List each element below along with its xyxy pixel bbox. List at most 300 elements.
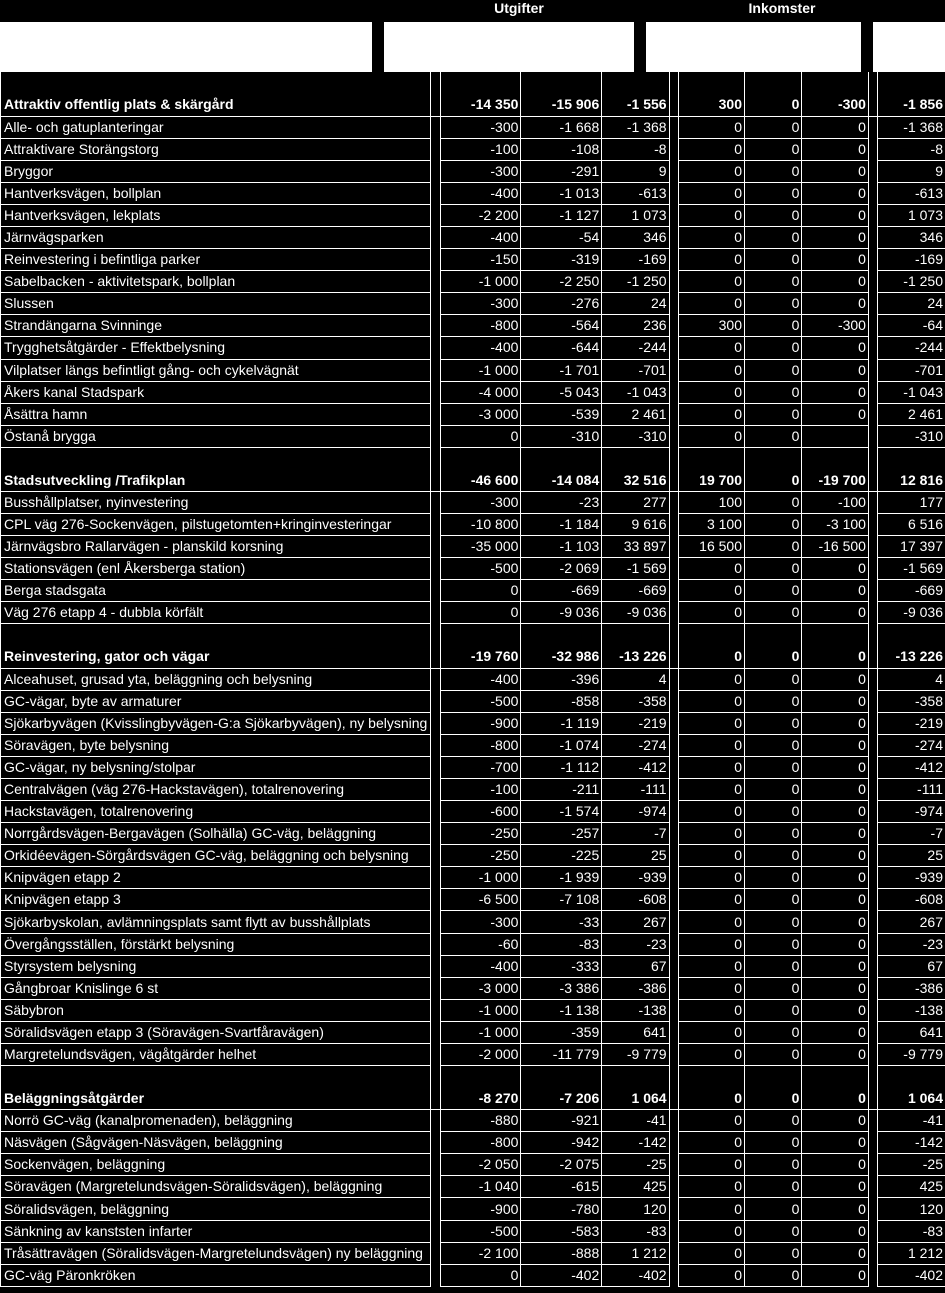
value-cell: 2 461 — [602, 403, 669, 425]
value-cell: -644 — [521, 337, 602, 359]
value-cell: -921 — [521, 1110, 602, 1132]
value-cell: 0 — [744, 734, 801, 756]
table-row — [1, 536, 945, 558]
value-cell: 0 — [802, 1198, 869, 1220]
gap-cell — [669, 889, 678, 911]
gap-cell — [669, 293, 678, 315]
value-cell: -41 — [878, 1110, 945, 1132]
value-cell: 0 — [802, 801, 869, 823]
table-row — [1, 249, 945, 271]
gap-cell — [431, 823, 440, 845]
gap-cell — [431, 845, 440, 867]
spacer-cell — [669, 72, 678, 94]
gap-cell — [431, 668, 440, 690]
row-name: Knipvägen etapp 3 — [1, 889, 431, 911]
value-cell: 0 — [802, 1132, 869, 1154]
value-cell: -800 — [440, 1132, 521, 1154]
value-cell: -6 500 — [440, 889, 521, 911]
gap-cell — [669, 315, 678, 337]
table-row — [1, 602, 945, 624]
spacer-cell — [521, 72, 602, 94]
spacer-row — [1, 624, 945, 646]
value-cell: 0 — [802, 602, 869, 624]
gap-cell — [431, 1021, 440, 1043]
value-cell: -2 200 — [440, 204, 521, 226]
value-cell: -8 — [878, 138, 945, 160]
value-cell: 0 — [802, 845, 869, 867]
value-cell: 0 — [802, 1176, 869, 1198]
gap-cell — [669, 999, 678, 1021]
value-cell: -1 013 — [521, 182, 602, 204]
value-cell: 236 — [602, 315, 669, 337]
value-cell: 0 — [802, 999, 869, 1021]
value-cell: 0 — [678, 999, 744, 1021]
spacer-cell — [431, 624, 440, 646]
gap-cell — [868, 690, 877, 712]
value-cell: -1 043 — [878, 381, 945, 403]
value-cell: -1 127 — [521, 204, 602, 226]
gap-cell — [868, 1043, 877, 1065]
value-cell: 0 — [744, 889, 801, 911]
value-cell: -83 — [602, 1220, 669, 1242]
table-row — [1, 668, 945, 690]
gap-cell — [431, 94, 440, 116]
gap-cell — [669, 1043, 678, 1065]
row-name: Stationsvägen (enl Åkersberga station) — [1, 558, 431, 580]
gap-cell — [868, 249, 877, 271]
spacer-cell — [868, 72, 877, 94]
gap-cell — [431, 734, 440, 756]
spacer-cell — [521, 447, 602, 469]
gap-cell — [669, 801, 678, 823]
gap-cell — [868, 491, 877, 513]
value-cell: -400 — [440, 227, 521, 249]
value-cell: -396 — [521, 668, 602, 690]
value-cell: -880 — [440, 1110, 521, 1132]
value-cell: 1 064 — [878, 1088, 945, 1110]
value-cell: -1 040 — [440, 1176, 521, 1198]
value-cell: -1 574 — [521, 801, 602, 823]
table-row — [1, 1220, 945, 1242]
value-cell: -1 569 — [602, 558, 669, 580]
value-cell: -942 — [521, 1132, 602, 1154]
value-cell: 0 — [678, 933, 744, 955]
value-cell: -14 350 — [440, 94, 521, 116]
gap-cell — [669, 1021, 678, 1043]
value-cell: 0 — [744, 536, 801, 558]
table-row — [1, 381, 945, 403]
gap-cell — [669, 845, 678, 867]
gap-cell — [669, 779, 678, 801]
row-name: Orkidéevägen-Sörgårdsvägen GC-väg, beläggning och belysning — [1, 845, 431, 867]
value-cell: 0 — [744, 337, 801, 359]
spacer-cell — [521, 624, 602, 646]
table-row — [1, 337, 945, 359]
value-cell: 0 — [744, 293, 801, 315]
value-cell: 0 — [744, 1198, 801, 1220]
value-cell: 0 — [744, 756, 801, 778]
value-cell: 25 — [602, 845, 669, 867]
spacer-cell — [678, 1066, 744, 1088]
gap-cell — [868, 469, 877, 491]
value-cell: 0 — [802, 249, 869, 271]
row-name: Hantverksvägen, bollplan — [1, 182, 431, 204]
gap-cell — [431, 425, 440, 447]
value-cell: -400 — [440, 668, 521, 690]
value-cell: -400 — [440, 182, 521, 204]
section-row — [1, 469, 945, 491]
gap-cell — [431, 536, 440, 558]
spacer-cell — [802, 72, 869, 94]
value-cell: 277 — [602, 491, 669, 513]
value-cell: 0 — [678, 668, 744, 690]
gap-cell — [431, 712, 440, 734]
header-blank-label — [0, 22, 372, 72]
value-cell: -1 556 — [602, 94, 669, 116]
value-cell: 0 — [744, 94, 801, 116]
value-cell: -4 000 — [440, 381, 521, 403]
spacer-cell — [431, 72, 440, 94]
gap-cell — [669, 249, 678, 271]
value-cell: 32 516 — [602, 469, 669, 491]
gap-cell — [431, 182, 440, 204]
value-cell: 12 816 — [878, 469, 945, 491]
value-cell: 0 — [744, 1021, 801, 1043]
gap-cell — [431, 1176, 440, 1198]
spacer-cell — [602, 1066, 669, 1088]
gap-cell — [669, 756, 678, 778]
value-cell: -16 500 — [802, 536, 869, 558]
value-cell: -33 — [521, 911, 602, 933]
value-cell: -1 368 — [602, 116, 669, 138]
value-cell: -2 075 — [521, 1154, 602, 1176]
value-cell: 24 — [878, 293, 945, 315]
gap-cell — [669, 668, 678, 690]
gap-cell — [669, 337, 678, 359]
gap-cell — [431, 933, 440, 955]
value-cell: 3 100 — [678, 514, 744, 536]
section-name: Reinvestering, gator och vägar — [1, 646, 431, 668]
value-cell: -539 — [521, 403, 602, 425]
value-cell: 0 — [802, 558, 869, 580]
header-utgifter: Utgifter — [494, 0, 544, 16]
value-cell: -64 — [878, 315, 945, 337]
value-cell: 0 — [802, 779, 869, 801]
value-cell: -3 386 — [521, 977, 602, 999]
value-cell: 0 — [744, 779, 801, 801]
value-cell: 0 — [802, 293, 869, 315]
budget-table — [0, 72, 945, 1287]
value-cell: 0 — [744, 1154, 801, 1176]
gap-cell — [669, 491, 678, 513]
value-cell: -23 — [602, 933, 669, 955]
row-name: Östanå brygga — [1, 425, 431, 447]
value-cell: 0 — [802, 889, 869, 911]
spacer-cell — [878, 72, 945, 94]
value-cell: -358 — [602, 690, 669, 712]
value-cell: 0 — [678, 160, 744, 182]
value-cell: 0 — [802, 823, 869, 845]
value-cell: -100 — [440, 138, 521, 160]
gap-cell — [431, 580, 440, 602]
spacer-cell — [1, 72, 431, 94]
value-cell: -2 100 — [440, 1242, 521, 1264]
value-cell: -1 250 — [878, 271, 945, 293]
gap-cell — [868, 381, 877, 403]
header-blank-netto — [873, 22, 945, 72]
spacer-cell — [669, 624, 678, 646]
table-row — [1, 1021, 945, 1043]
value-cell: -402 — [521, 1264, 602, 1286]
table-row — [1, 889, 945, 911]
value-cell: -358 — [878, 690, 945, 712]
gap-cell — [431, 867, 440, 889]
spacer-cell — [744, 1066, 801, 1088]
value-cell: -858 — [521, 690, 602, 712]
row-name: Centralvägen (väg 276-Hackstavägen), totalrenovering — [1, 779, 431, 801]
value-cell: 4 — [602, 668, 669, 690]
value-cell: -1 000 — [440, 867, 521, 889]
row-name: Norrgårdsvägen-Bergavägen (Solhälla) GC-väg, beläggning — [1, 823, 431, 845]
gap-cell — [669, 536, 678, 558]
gap-cell — [431, 403, 440, 425]
value-cell: 0 — [744, 182, 801, 204]
table-row — [1, 182, 945, 204]
gap-cell — [431, 249, 440, 271]
gap-cell — [431, 911, 440, 933]
value-cell: -701 — [602, 359, 669, 381]
value-cell: -3 100 — [802, 514, 869, 536]
gap-cell — [868, 1264, 877, 1286]
value-cell: 0 — [440, 1264, 521, 1286]
value-cell: 0 — [744, 381, 801, 403]
value-cell: -300 — [440, 116, 521, 138]
value-cell: 300 — [678, 94, 744, 116]
value-cell: -608 — [602, 889, 669, 911]
row-name: Sjökarbyvägen (Kvisslingbyvägen-G:a Sjökarbyvägen), ny belysning — [1, 712, 431, 734]
value-cell: 0 — [744, 999, 801, 1021]
value-cell: 0 — [678, 801, 744, 823]
gap-cell — [669, 204, 678, 226]
gap-cell — [669, 1088, 678, 1110]
value-cell: 0 — [678, 1264, 744, 1286]
gap-cell — [669, 955, 678, 977]
value-cell: 0 — [678, 1154, 744, 1176]
value-cell: -14 084 — [521, 469, 602, 491]
gap-cell — [431, 337, 440, 359]
value-cell: 0 — [744, 933, 801, 955]
row-name: Sockenvägen, beläggning — [1, 1154, 431, 1176]
value-cell: -7 — [878, 823, 945, 845]
row-name: CPL väg 276-Sockenvägen, pilstugetomten+kringinvesteringar — [1, 514, 431, 536]
value-cell: 25 — [878, 845, 945, 867]
value-cell: -300 — [440, 160, 521, 182]
section-name: Stadsutveckling /Trafikplan — [1, 469, 431, 491]
table-row — [1, 977, 945, 999]
value-cell: -10 800 — [440, 514, 521, 536]
gap-cell — [868, 580, 877, 602]
gap-cell — [669, 602, 678, 624]
value-cell: 0 — [744, 801, 801, 823]
value-cell: 300 — [678, 315, 744, 337]
gap-cell — [669, 734, 678, 756]
value-cell: 0 — [678, 1176, 744, 1198]
value-cell: 120 — [602, 1198, 669, 1220]
gap-cell — [868, 955, 877, 977]
row-name: Slussen — [1, 293, 431, 315]
value-cell: -25 — [602, 1154, 669, 1176]
value-cell: -108 — [521, 138, 602, 160]
value-cell: -1 939 — [521, 867, 602, 889]
gap-cell — [669, 977, 678, 999]
spacer-cell — [802, 447, 869, 469]
section-name: Attraktiv offentlig plats & skärgård — [1, 94, 431, 116]
value-cell: 100 — [678, 491, 744, 513]
value-cell: 0 — [802, 690, 869, 712]
value-cell: -780 — [521, 1198, 602, 1220]
value-cell: 425 — [878, 1176, 945, 1198]
value-cell: -1 000 — [440, 999, 521, 1021]
gap-cell — [868, 1132, 877, 1154]
value-cell: 0 — [744, 249, 801, 271]
value-cell: -100 — [440, 779, 521, 801]
value-cell: 9 — [602, 160, 669, 182]
value-cell: 0 — [744, 1132, 801, 1154]
value-cell: 0 — [802, 933, 869, 955]
value-cell: -1 138 — [521, 999, 602, 1021]
spacer-cell — [440, 72, 521, 94]
row-name: Söralidsvägen etapp 3 (Söravägen-Svartfåravägen) — [1, 1021, 431, 1043]
gap-cell — [431, 1264, 440, 1286]
value-cell: 1 064 — [602, 1088, 669, 1110]
spacer-cell — [431, 1066, 440, 1088]
value-cell: -974 — [602, 801, 669, 823]
value-cell: -211 — [521, 779, 602, 801]
value-cell: -888 — [521, 1242, 602, 1264]
value-cell: -500 — [440, 690, 521, 712]
value-cell: 0 — [678, 182, 744, 204]
value-cell: 0 — [802, 1043, 869, 1065]
value-cell: 0 — [678, 403, 744, 425]
value-cell: 0 — [802, 1110, 869, 1132]
spacer-cell — [744, 624, 801, 646]
spacer-cell — [669, 447, 678, 469]
table-row — [1, 845, 945, 867]
value-cell: -1 668 — [521, 116, 602, 138]
spacer-cell — [440, 1066, 521, 1088]
value-cell: -1 701 — [521, 359, 602, 381]
value-cell: 1 212 — [602, 1242, 669, 1264]
gap-cell — [868, 94, 877, 116]
value-cell: -9 036 — [602, 602, 669, 624]
value-cell: -402 — [878, 1264, 945, 1286]
value-cell: 0 — [678, 889, 744, 911]
gap-cell — [868, 227, 877, 249]
value-cell: 0 — [802, 1021, 869, 1043]
value-cell: -564 — [521, 315, 602, 337]
value-cell: 0 — [678, 381, 744, 403]
value-cell: 0 — [744, 668, 801, 690]
value-cell: -500 — [440, 1220, 521, 1242]
table-row — [1, 514, 945, 536]
gap-cell — [431, 469, 440, 491]
gap-cell — [868, 756, 877, 778]
value-cell: 0 — [744, 315, 801, 337]
gap-cell — [431, 381, 440, 403]
value-cell: 0 — [802, 955, 869, 977]
gap-cell — [868, 911, 877, 933]
value-cell: -412 — [878, 756, 945, 778]
gap-cell — [431, 514, 440, 536]
gap-cell — [868, 779, 877, 801]
value-cell: 0 — [744, 1176, 801, 1198]
value-cell: -25 — [878, 1154, 945, 1176]
table-row — [1, 911, 945, 933]
value-cell: 0 — [678, 646, 744, 668]
value-cell: -669 — [878, 580, 945, 602]
value-cell: 0 — [678, 1220, 744, 1242]
value-cell: -219 — [878, 712, 945, 734]
table-row — [1, 933, 945, 955]
table-row — [1, 1110, 945, 1132]
gap-cell — [431, 1088, 440, 1110]
value-cell: 0 — [744, 1220, 801, 1242]
spacer-cell — [440, 447, 521, 469]
value-cell: 0 — [678, 293, 744, 315]
value-cell: -939 — [878, 867, 945, 889]
value-cell: 0 — [802, 867, 869, 889]
value-cell: 0 — [744, 359, 801, 381]
gap-cell — [868, 425, 877, 447]
value-cell: 33 897 — [602, 536, 669, 558]
value-cell: -8 — [602, 138, 669, 160]
table-row — [1, 999, 945, 1021]
value-cell: -250 — [440, 823, 521, 845]
value-cell: -32 986 — [521, 646, 602, 668]
value-cell: 0 — [678, 425, 744, 447]
value-cell: 641 — [602, 1021, 669, 1043]
value-cell: 0 — [678, 690, 744, 712]
gap-cell — [868, 514, 877, 536]
value-cell: 0 — [744, 227, 801, 249]
value-cell: 267 — [602, 911, 669, 933]
value-cell: -701 — [878, 359, 945, 381]
value-cell: -9 036 — [521, 602, 602, 624]
value-cell: 0 — [802, 116, 869, 138]
gap-cell — [431, 756, 440, 778]
row-name: Berga stadsgata — [1, 580, 431, 602]
gap-cell — [431, 602, 440, 624]
value-cell: -310 — [878, 425, 945, 447]
value-cell: -274 — [878, 734, 945, 756]
gap-cell — [669, 690, 678, 712]
value-cell: -19 760 — [440, 646, 521, 668]
value-cell: 67 — [602, 955, 669, 977]
gap-cell — [868, 977, 877, 999]
value-cell: 0 — [802, 712, 869, 734]
value-cell: -54 — [521, 227, 602, 249]
value-cell: 0 — [678, 1198, 744, 1220]
value-cell: 1 073 — [602, 204, 669, 226]
gap-cell — [669, 403, 678, 425]
gap-cell — [868, 315, 877, 337]
value-cell: 0 — [678, 1043, 744, 1065]
value-cell: 0 — [678, 779, 744, 801]
value-cell: 0 — [678, 227, 744, 249]
gap-cell — [669, 182, 678, 204]
value-cell: 0 — [802, 1264, 869, 1286]
value-cell: -613 — [878, 182, 945, 204]
